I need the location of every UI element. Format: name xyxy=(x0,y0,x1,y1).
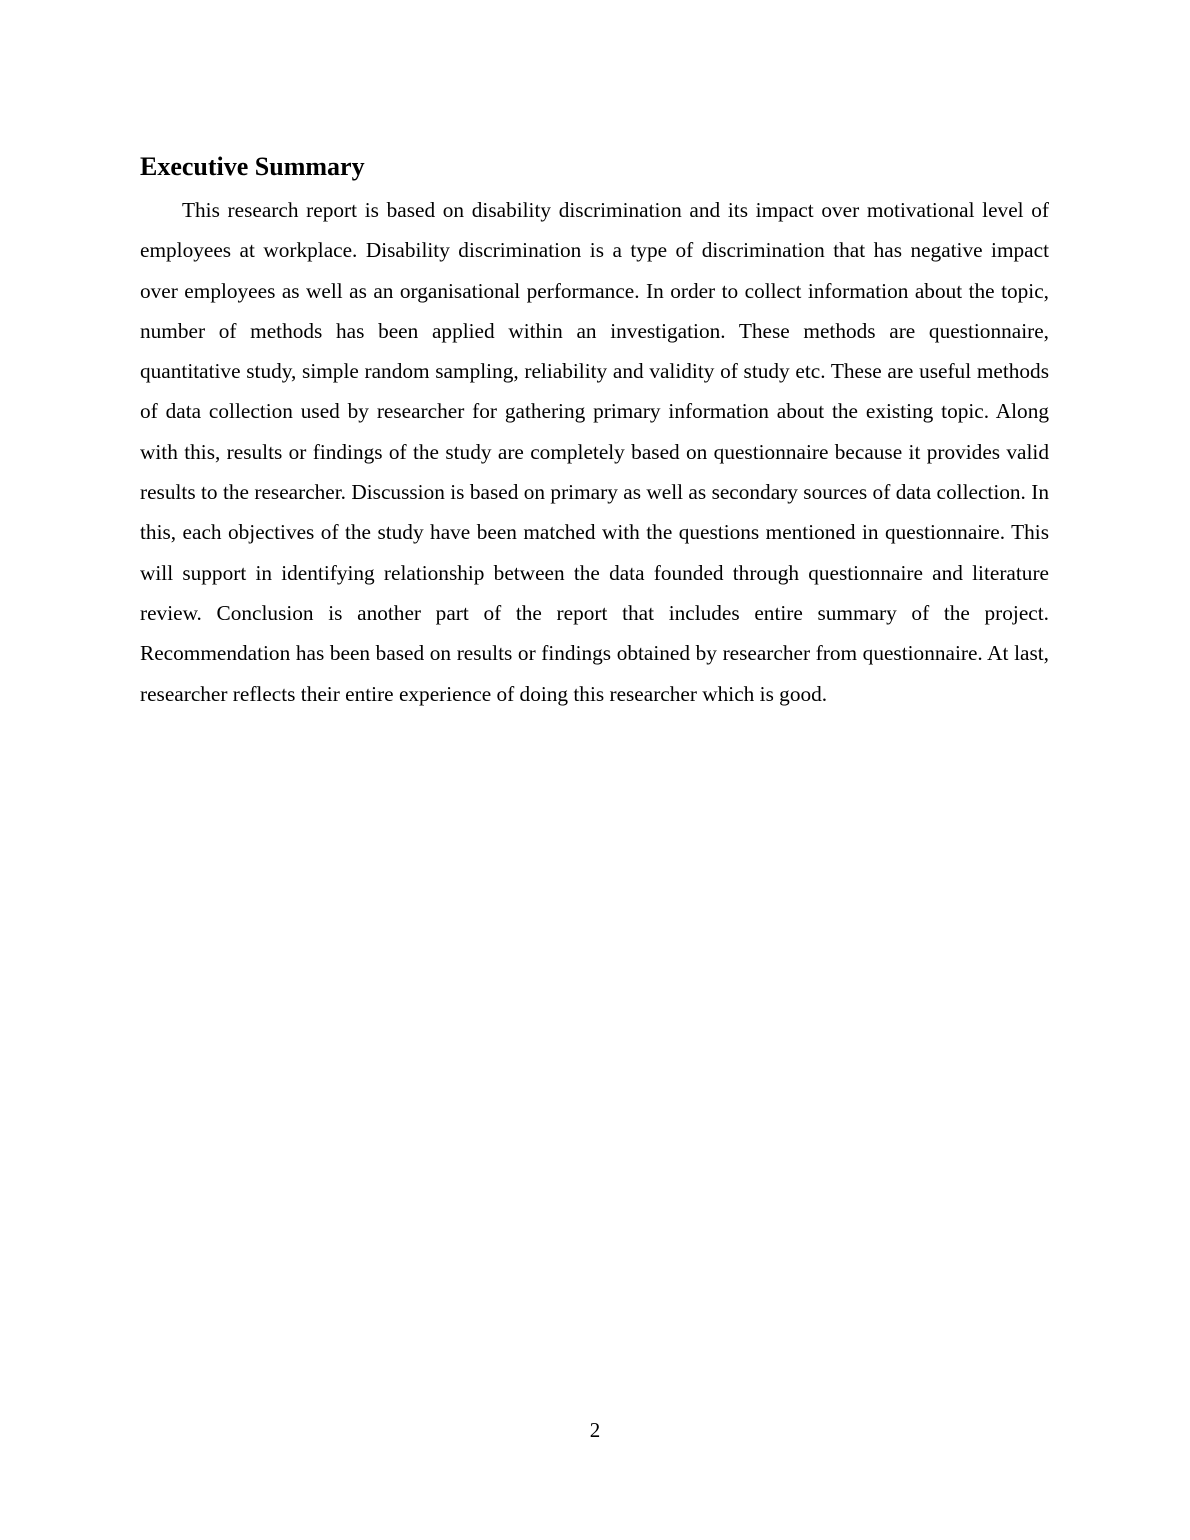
section-heading: Executive Summary xyxy=(140,152,365,181)
page-content xyxy=(140,150,1049,714)
page-number: 2 xyxy=(589,1418,601,1442)
summary-paragraph: This research report is based on disability discrimination and its impact over motivational level of employees at workplace. Disability discrimination is a type of discrimination that has negative impact over employees as well as an organisational performance. In order to collect information about the topic, number of methods has been applied within an investigation. These methods are questionnaire, quantitative study, simple random sampling, reliability and validity of study etc. These are useful methods of data collection used by researcher for gathering primary information about the existing topic. Along with this, results or findings of the study are completely based on questionnaire because it provides valid results to the researcher. Discussion is based on primary as well as secondary sources of data collection. In this, each objectives of the study have been matched with the questions mentioned in questionnaire. This will support in identifying relationship between the data founded through questionnaire and literature review. Conclusion is another part of the report that includes entire summary of the project. Recommendation has been based on results or findings obtained by researcher from questionnaire. At last, researcher reflects their entire experience of doing this researcher which is good. xyxy=(140,198,1049,706)
